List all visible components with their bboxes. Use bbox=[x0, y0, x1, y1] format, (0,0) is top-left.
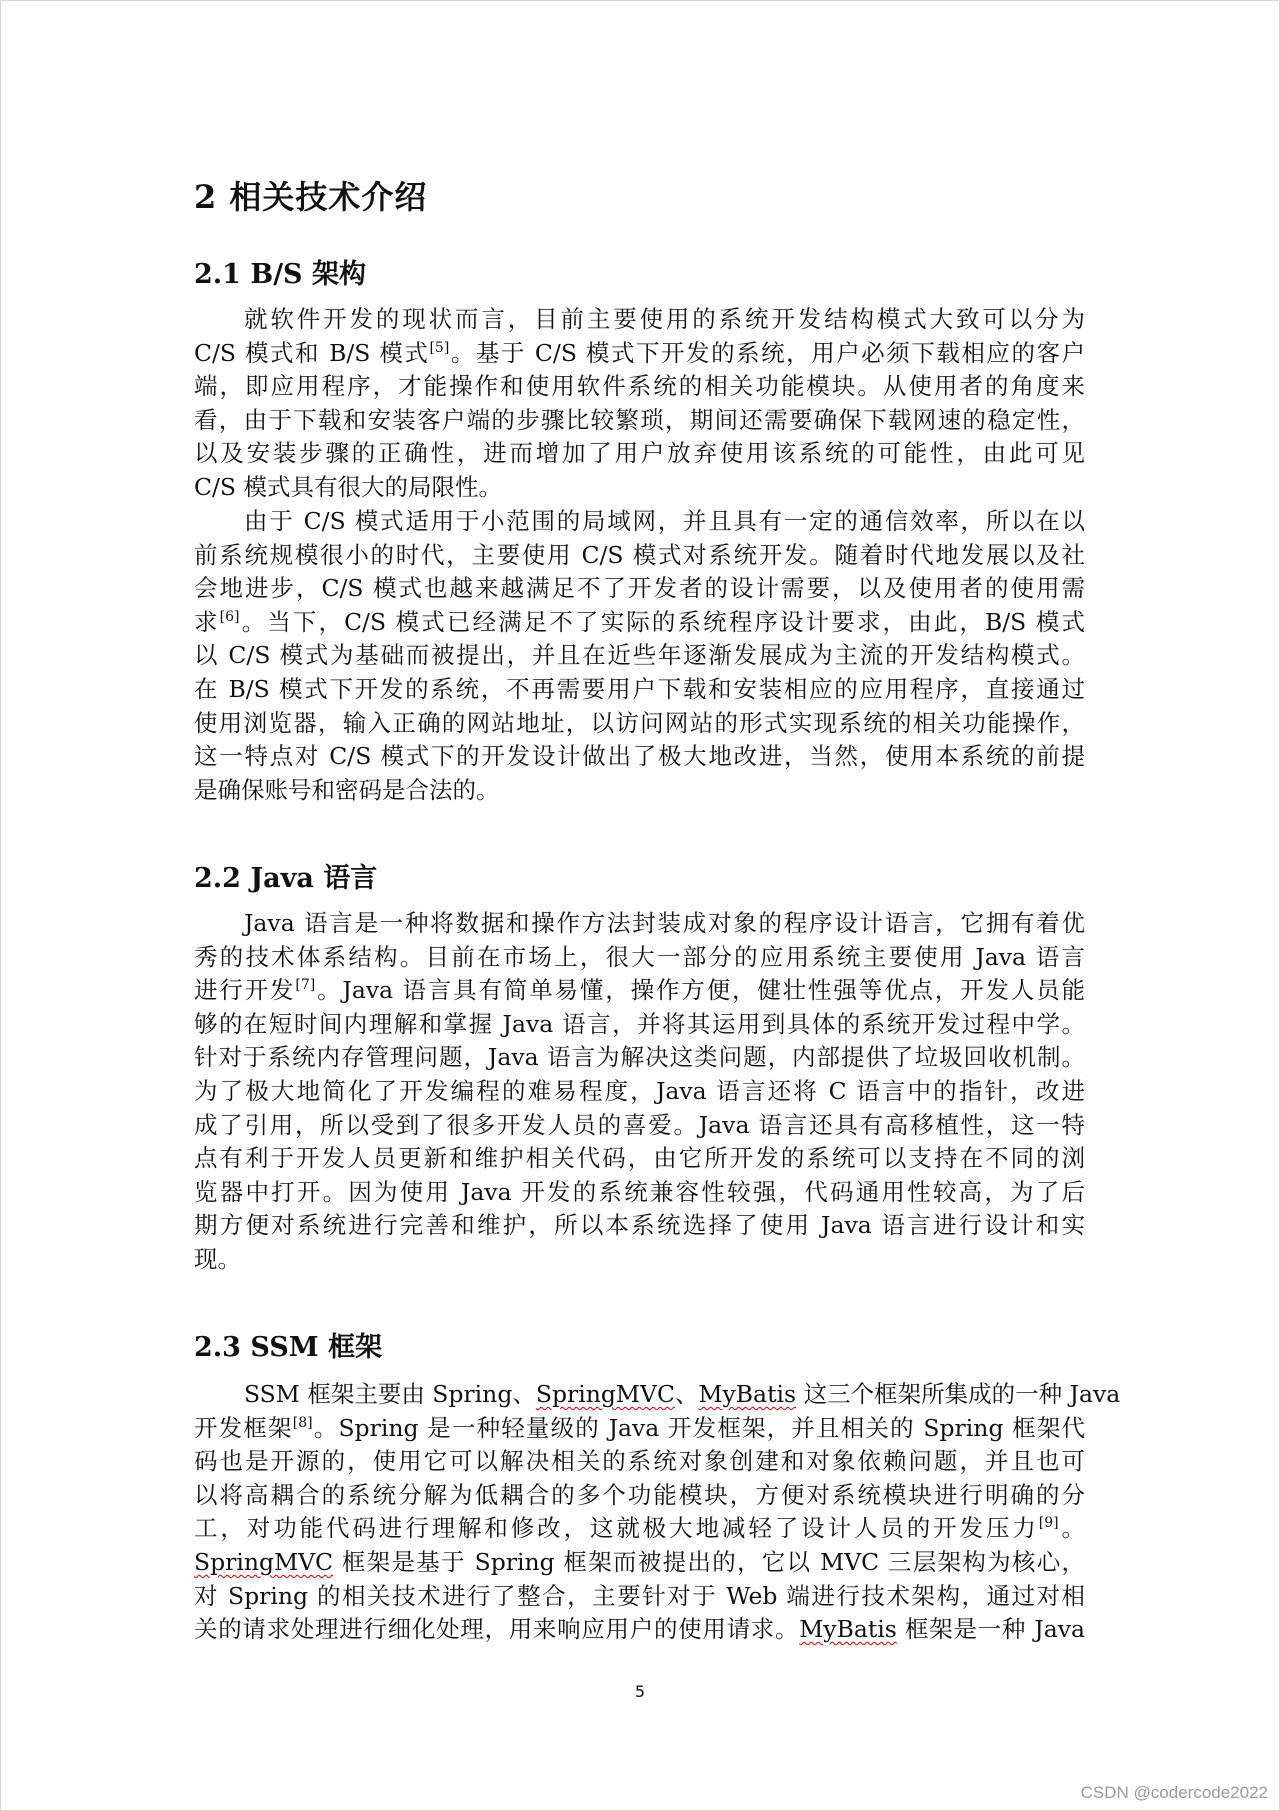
paragraph bbox=[194, 1378, 1121, 1647]
text-line bbox=[194, 1176, 1085, 1210]
citation-reference: [7] bbox=[295, 977, 316, 994]
text-line bbox=[194, 639, 1085, 673]
text-line bbox=[194, 1580, 1085, 1614]
page-number: 5 bbox=[634, 1682, 646, 1701]
citation-reference: [5] bbox=[429, 339, 450, 356]
text-line bbox=[194, 1209, 1085, 1243]
text-segment: 端，即应用程序，才能操作和使用软件系统的相关功能模块。从使用者的角度来 bbox=[194, 372, 1085, 401]
text-segment: 成了引用，所以受到了很多开发人员的喜爱。Java 语言还具有高移植性，这一特 bbox=[194, 1110, 1085, 1139]
text-segment: 这一特点对 C/S 模式下的开发设计做出了极大地改进，当然，使用本系统的前提 bbox=[194, 742, 1085, 771]
text-segment: 进行开发 bbox=[194, 976, 296, 1005]
text-segment: C/S 模式具有很大的局限性。 bbox=[194, 472, 502, 501]
text-line bbox=[194, 974, 1085, 1008]
text-segment: 为了极大地简化了开发编程的难易程度，Java 语言还将 C 语言中的指针，改进 bbox=[194, 1076, 1085, 1105]
text-segment: 览器中打开。因为使用 Java 开发的系统兼容性较强，代码通用性较高，为了后 bbox=[194, 1177, 1085, 1206]
text-line bbox=[194, 404, 1085, 438]
text-segment: 秀的技术体系结构。目前在市场上，很大一部分的应用系统主要使用 Java 语言 bbox=[194, 942, 1085, 971]
text-segment: 就软件开发的现状而言，目前主要使用的系统开发结构模式大致可以分为 bbox=[244, 305, 1085, 333]
text-segment: 点有利于开发人员更新和维护相关代码，由它所开发的系统可以支持在不同的浏 bbox=[194, 1144, 1085, 1173]
text-line bbox=[194, 337, 1085, 371]
text-line bbox=[194, 1378, 1121, 1412]
text-segment: 使用浏览器，输入正确的网站地址，以访问网站的形式实现系统的相关功能操作， bbox=[194, 708, 1085, 737]
text-line bbox=[194, 941, 1085, 975]
text-line bbox=[194, 505, 1085, 539]
text-line bbox=[194, 1412, 1085, 1446]
text-segment: 现。 bbox=[194, 1244, 241, 1273]
text-segment: 开发框架 bbox=[194, 1413, 293, 1442]
text-segment: 求 bbox=[194, 607, 220, 636]
text-line bbox=[194, 572, 1085, 606]
text-segment: 。基于 C/S 模式下开发的系统，用户必须下载相应的客户 bbox=[449, 338, 1086, 367]
section-heading: 2.1 B/S 架构 bbox=[194, 259, 366, 290]
text-line bbox=[194, 606, 1085, 640]
citation-reference: [9] bbox=[1038, 1515, 1059, 1532]
text-line bbox=[194, 1109, 1085, 1143]
text-segment: 工，对功能代码进行理解和修改，这就极大地减轻了设计人员的开发压力 bbox=[194, 1514, 1039, 1543]
watermark: CSDN @codercode2022 bbox=[1080, 1783, 1268, 1802]
paragraph bbox=[194, 505, 1085, 807]
citation-reference: [6] bbox=[219, 608, 240, 625]
text-line bbox=[194, 471, 1085, 505]
chapter-title: 2 相关技术介绍 bbox=[194, 178, 428, 216]
text-line bbox=[194, 1445, 1085, 1479]
text-line bbox=[194, 1546, 1085, 1580]
text-line bbox=[194, 774, 1085, 808]
text-segment: SSM 框架主要由 Spring、 bbox=[244, 1380, 536, 1408]
section-heading: 2.2 Java 语言 bbox=[194, 863, 378, 894]
text-segment: 、 bbox=[674, 1380, 699, 1408]
text-segment: 码也是开源的，使用它可以解决相关的系统对象创建和对象依赖问题，并且也可 bbox=[194, 1447, 1085, 1476]
text-segment: 框架是基于 Spring 框架而被提出的，它以 MVC 三层架构为核心， bbox=[333, 1547, 1085, 1576]
text-line bbox=[194, 303, 1085, 337]
text-segment: 。Java 语言具有简单易懂，操作方便，健壮性强等优点，开发人员能 bbox=[315, 976, 1085, 1005]
citation-reference: [8] bbox=[292, 1414, 313, 1431]
text-line bbox=[194, 707, 1085, 741]
text-segment: 对 Spring 的相关技术进行了整合，主要针对于 Web 端进行技术架构，通过对相 bbox=[194, 1581, 1085, 1610]
text-segment: 关的请求处理进行细化处理，用来响应用户的使用请求。 bbox=[194, 1615, 800, 1644]
spellcheck-underlined-term: MyBatis bbox=[799, 1615, 897, 1644]
text-segment: 在 B/S 模式下开发的系统，不再需要用户下载和安装相应的应用程序，直接通过 bbox=[194, 674, 1085, 703]
text-segment: 够的在短时间内理解和掌握 Java 语言，并将其运用到具体的系统开发过程中学。 bbox=[194, 1009, 1085, 1038]
text-segment: 由于 C/S 模式适用于小范围的局域网，并且具有一定的通信效率，所以在以 bbox=[244, 507, 1085, 535]
text-segment: 。 bbox=[1058, 1514, 1086, 1543]
spellcheck-underlined-term: SpringMVC bbox=[194, 1547, 334, 1576]
text-segment: 框架是一种 Java bbox=[896, 1615, 1085, 1644]
text-line bbox=[194, 1512, 1085, 1546]
text-line bbox=[194, 1075, 1085, 1109]
text-segment: 看，由于下载和安装客户端的步骤比较繁琐，期间还需要确保下载网速的稳定性， bbox=[194, 405, 1085, 434]
text-line bbox=[194, 1479, 1085, 1513]
text-segment: Java 语言是一种将数据和操作方法封装成对象的程序设计语言，它拥有着优 bbox=[244, 909, 1085, 937]
spellcheck-underlined-term: SpringMVC bbox=[535, 1380, 675, 1408]
spellcheck-underlined-term: MyBatis bbox=[698, 1380, 797, 1408]
text-segment: 以将高耦合的系统分解为低耦合的多个功能模块，方便对系统模块进行明确的分 bbox=[194, 1480, 1085, 1509]
text-segment: 以 C/S 模式为基础而被提出，并且在近些年逐渐发展成为主流的开发结构模式。 bbox=[194, 641, 1085, 670]
text-line bbox=[194, 673, 1085, 707]
text-segment: 这三个框架所集成的一种 Java bbox=[796, 1380, 1121, 1408]
text-segment: 前系统规模很小的时代，主要使用 C/S 模式对系统开发。随着时代地发展以及社 bbox=[194, 540, 1085, 569]
text-segment: 针对于系统内存管理问题，Java 语言为解决这类问题，内部提供了垃圾回收机制。 bbox=[194, 1043, 1085, 1072]
section-heading: 2.3 SSM 框架 bbox=[194, 1332, 383, 1363]
text-segment: 会地进步，C/S 模式也越来越满足不了开发者的设计需要，以及使用者的使用需 bbox=[194, 574, 1085, 603]
text-line bbox=[194, 1041, 1085, 1075]
paragraph bbox=[194, 303, 1085, 505]
text-segment: 期方便对系统进行完善和维护，所以本系统选择了使用 Java 语言进行设计和实 bbox=[194, 1211, 1085, 1240]
text-line bbox=[194, 740, 1085, 774]
text-segment: 。Spring 是一种轻量级的 Java 开发框架，并且相关的 Spring 框架代 bbox=[312, 1413, 1085, 1442]
text-segment: C/S 模式和 B/S 模式 bbox=[194, 338, 430, 367]
text-line bbox=[194, 1243, 1085, 1277]
text-line bbox=[194, 437, 1085, 471]
text-line bbox=[194, 1008, 1085, 1042]
text-line bbox=[194, 1613, 1085, 1647]
text-segment: 是确保账号和密码是合法的。 bbox=[194, 775, 500, 804]
text-line bbox=[194, 1142, 1085, 1176]
text-segment: 。当下，C/S 模式已经满足不了实际的系统程序设计要求，由此，B/S 模式 bbox=[239, 607, 1085, 636]
text-line bbox=[194, 907, 1085, 941]
text-line bbox=[194, 370, 1085, 404]
text-segment: 以及安装步骤的正确性，进而增加了用户放弃使用该系统的可能性，由此可见 bbox=[194, 439, 1085, 468]
text-line bbox=[194, 539, 1085, 573]
paragraph bbox=[194, 907, 1085, 1277]
